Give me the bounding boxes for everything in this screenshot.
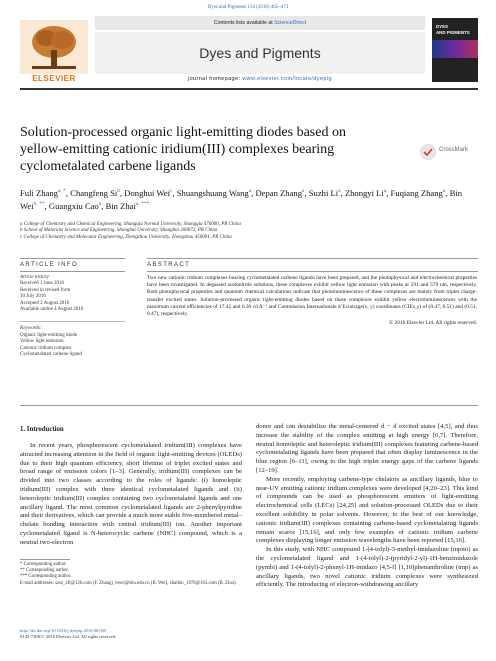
footnote-divider xyxy=(20,559,70,560)
abstract-body xyxy=(147,275,477,327)
keyword: Cationic iridium complex xyxy=(20,345,72,351)
journal-name: Dyes and Pigments xyxy=(95,32,425,74)
author-separator: , xyxy=(251,187,256,198)
keyword: Yellow light emission xyxy=(20,339,64,345)
contents-banner xyxy=(95,16,425,30)
author-affiliation-mark: a xyxy=(98,200,102,207)
author-name: Zhongyi Li xyxy=(344,187,384,198)
intro-right-column xyxy=(256,423,478,590)
author-affiliation-mark: b xyxy=(117,188,120,194)
author-list xyxy=(20,186,480,212)
author-name: Fuqiang Zhang xyxy=(390,187,443,198)
journal-citation: Dyes and Pigments 134 (2016) 465–471 xyxy=(207,5,289,10)
history-line: Available online 4 August 2016 xyxy=(20,307,84,313)
divider xyxy=(20,405,478,406)
history-label: Article history: xyxy=(20,275,51,280)
footnote: *** Corresponding author. xyxy=(20,574,72,580)
author-affiliation-mark: a xyxy=(383,188,387,194)
affiliation-b: b School of Materials Science and Engineering, Shanghai University, Shanghai 200072, PR China xyxy=(20,228,218,234)
divider xyxy=(20,271,125,272)
author-name: Shuangshuang Wang xyxy=(176,187,249,198)
author-affiliation-mark: a xyxy=(442,188,446,194)
footnote-emails: E-mail addresses: szsz_zfl@126.com (F. Zhang), bwei@shu.edu.cn (B. Wei), zhaibin_1978@163.com (B. Zhai). xyxy=(20,580,237,586)
paragraph: In recent years, phosphorescent cyclometalated iridium(III) complexes have attracted increasing attention in the field of organic light-emitting devices (OLEDs) due to their high quantum efficiency, short lifetime of triplet excited states and broad range of emission colors [1–3]. Generally, iridium(III) complexes can be divided into two classes according to the roles of ligands: (i) homoleptic iridium(III) complex with three identical cyclometalated ligands and (ii) heteroleptic iridium(III) complex containing two cyclometalated ligands and one ancillary ligand. The most common cyclometalated ligands are 2-phenylpyridine and their derivatives, which can provide a much more stable five-membered metal–chelate bonding interaction with central iridium(III) ion. Another important cyclometalated ligand is N-heterocyclic carbene (NHC) compound, which is a neutral two-electron xyxy=(20,442,242,546)
affiliation-c: c College of Chemistry and Molecular Engineering, Zhengzhou University, Zhengzhou 450001, PR China xyxy=(20,234,232,240)
divider xyxy=(20,321,125,322)
journal-cover xyxy=(432,18,478,82)
crossmark-icon xyxy=(420,144,436,160)
crossmark-badge[interactable] xyxy=(420,142,480,162)
journal-header xyxy=(20,16,478,90)
history-line: Received in revised form xyxy=(20,287,71,293)
author-separator: , xyxy=(304,187,309,198)
author-separator: , xyxy=(101,200,106,211)
paragraph: In this study, with NHC compound 1-(4-tolyl)-3-methyl-imidazoline (mpmi) as the cyclometalated ligand and 1-(4-tolyl)-2-(pyridyl-2-yl)-1H-benzimidazole (pymbi) and 1-(4-tolyl)-2-phenyl-1H-imidazo [4,5-f] [1,10]phenanthroline (imp) as ancillary ligands, two novel cationic iridium complexes were synthesized efficiently. The introducing of electron-withdrawing ancillary xyxy=(256,546,478,589)
affiliations xyxy=(20,222,480,241)
article-info xyxy=(20,275,125,358)
author-separator: , xyxy=(172,187,177,198)
footnotes xyxy=(20,562,242,587)
author-separator: , xyxy=(44,200,49,211)
paragraph: More recently, employing carbene-type chelators as ancillary ligands, blue to near-UV emitting cationic iridium complexes were developed [4,20–23]. This kind of compounds can be used as phosphorescent emitters of light-emitting electrochemical cells (LECs) [24,25] and solution-processed OLEDs due to their excellent solubility in polar solvents. However, to the best of our knowledge, cationic iridium(III) complexes containing carbene-based cyclometalating ligands remain scarce [15,16], and only few examples of cationic iridium carbene complexes displaying longer emission wavelengths have been reported [15,16]. xyxy=(256,475,478,545)
keyword: Cyclometalated carbene ligand xyxy=(20,352,82,358)
abstract-copyright: © 2016 Elsevier Ltd. All rights reserved. xyxy=(389,320,477,327)
author-separator: , xyxy=(386,187,391,198)
author-affiliation-mark: b, ** xyxy=(33,200,45,207)
cover-title-line1: DYES xyxy=(436,24,448,29)
footnote: ** Corresponding author. xyxy=(20,568,69,574)
cover-image xyxy=(432,40,478,58)
paragraph: donor and can destabilize the metal-centered d − d excited states [4,5], and thus increase the stability of the complex emitting at high energy [6,7]. Therefore, neutral homoleptic and heteroleptic iridium(III) complexes featuring carbene-based cyclometalating ligands have been prepared that often display luminescence in the blue region [6–11], owing to the high triplet energy gaps of the carbene ligands [12–19]. xyxy=(256,423,478,474)
author-name: Fuli Zhang xyxy=(20,187,58,198)
author-affiliation-mark: c xyxy=(170,188,173,194)
history-line: Accepted 2 August 2016 xyxy=(20,300,70,306)
author-affiliation-mark: a xyxy=(338,188,341,194)
sciencedirect-link[interactable]: ScienceDirect xyxy=(274,20,307,26)
issn-line: 0143-7208/© 2016 Elsevier Ltd. All rights reserved. xyxy=(20,633,117,639)
crossmark-label: CrossMark xyxy=(439,147,469,153)
footnote: * Corresponding author. xyxy=(20,562,67,567)
author-name: Changfeng Si xyxy=(70,187,118,198)
author-separator: , xyxy=(65,187,71,198)
history-line: 30 July 2016 xyxy=(20,294,46,300)
intro-left-column xyxy=(20,442,242,548)
divider xyxy=(20,258,125,259)
keyword: Organic light-emitting diode xyxy=(20,332,78,338)
divider xyxy=(147,271,478,272)
publisher-name: ELSEVIER xyxy=(32,74,76,83)
page-footer xyxy=(20,628,320,640)
elsevier-tree-logo xyxy=(20,20,88,74)
author-name: Donghui Wei xyxy=(124,187,170,198)
homepage-prefix: journal homepage: xyxy=(188,76,243,82)
history-line: Received 1 June 2016 xyxy=(20,281,65,287)
author-separator: , xyxy=(340,187,345,198)
banner-prefix: Contents lists available at xyxy=(213,20,275,26)
article-title: Solution-processed organic light-emitting diodes based on yellow-emitting cationic iridium(III) complexes bearing cyclometalated carbene ligands xyxy=(20,125,346,174)
author-affiliation-mark: a xyxy=(248,188,252,194)
author-separator: , xyxy=(120,187,125,198)
author-name: Guangxiu Cao xyxy=(48,200,99,211)
doi-link[interactable]: http://dx.doi.org/10.1016/j.dyepig.2016.08.005 xyxy=(20,628,107,633)
homepage-link[interactable]: www.elsevier.com/locate/dyepig xyxy=(242,76,332,82)
cover-title-line2: AND PIGMENTS xyxy=(436,30,470,35)
author-affiliation-mark: a, *** xyxy=(135,200,150,207)
abstract-text: Two new cationic iridium complexes bearing cyclometalated carbene ligands have been prepared, and the photophysical and electrochemical properties have been investigated. In degassed acetonitrile solutions, these complexes exhibit yellow light emission with peaks at 591 and 579 nm, respectively. Both photophysical properties and quantum chemical calculations indicate that photoluminescence of these complexes are mainly from triplet charge-transfer excited states. Solution-processed organic light-emitting diodes based on these complexes exhibit yellow electroluminescences with the maximum current efficiencies of 17.42 and 6.36 cd A⁻¹ and Commission Internationale d’Eclairage(x, y) coordinates (CIEx,y) of (0.47, 0.51) and (0.51, 0.47), respectively. xyxy=(147,275,477,318)
article-info-heading: ARTICLE INFO xyxy=(20,262,79,268)
author-affiliation-mark: a xyxy=(302,188,305,194)
section-heading: 1. Introduction xyxy=(20,426,64,433)
affiliation-a: a College of Chemistry and Chemical Engineering, Shangqiu Normal University, Shangqiu 476000, PR China xyxy=(20,222,241,227)
author-name: Suzhi Li xyxy=(308,187,339,198)
author-name: Depan Zhang xyxy=(255,187,302,198)
author-name: Bin Zhai xyxy=(105,200,136,211)
author-separator: , xyxy=(445,187,450,198)
keywords-label: Keywords: xyxy=(20,326,42,332)
divider xyxy=(147,258,478,259)
abstract-heading: ABSTRACT xyxy=(147,262,191,268)
journal-homepage xyxy=(95,76,425,82)
author-name: Bin Wei xyxy=(20,187,462,211)
author-affiliation-mark: a, * xyxy=(57,188,66,194)
